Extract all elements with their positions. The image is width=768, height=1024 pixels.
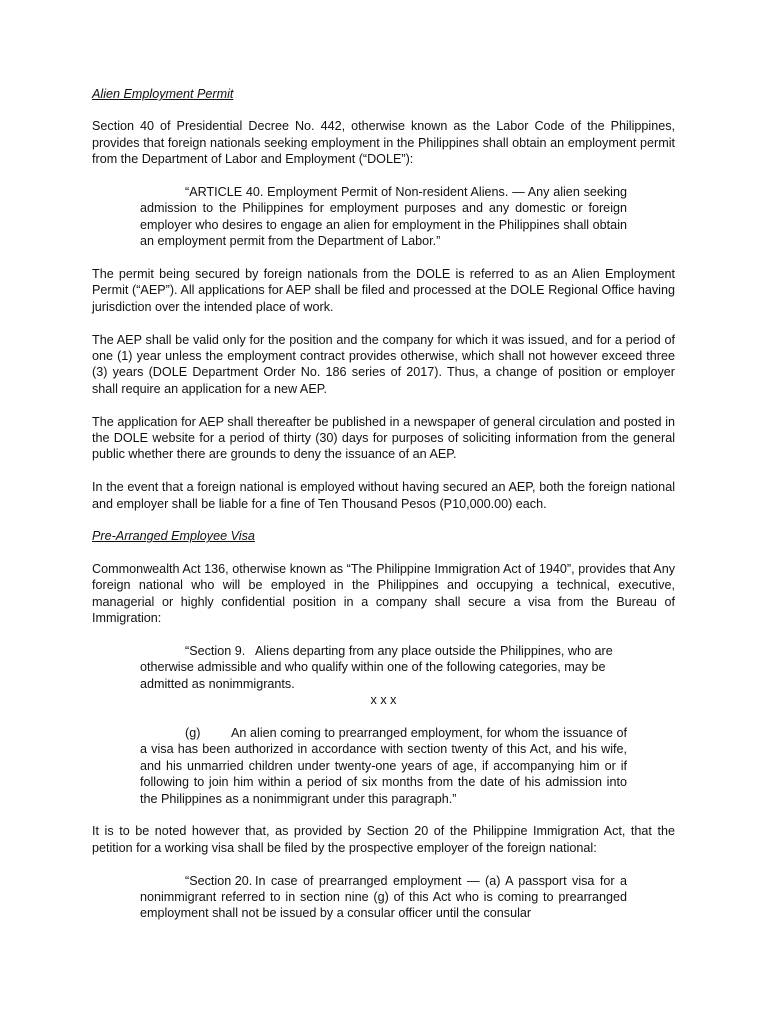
paragraph-aep-fine: In the event that a foreign national is employed without having secured an AEP, both the foreign national and employer shall be liable for a fine of Ten Thousand Pesos (P10,000.00) each. xyxy=(92,480,675,511)
paragraph-labor-code: Section 40 of Presidential Decree No. 442, otherwise known as the Labor Code of the Philippines, provides that foreign nationals seeking employment in the Philippines shall obtain an employment permit from the Department of Labor and Employment (“DOLE”): xyxy=(92,119,675,167)
paragraph-aep-definition: The permit being secured by foreign nationals from the DOLE is referred to as an Alien Employment Permit (“AEP”). All applications for AEP shall be filed and processed at the DOLE Regional Office having jurisdiction over the intended place of work. xyxy=(92,267,675,314)
quote-section-9g xyxy=(140,725,627,807)
paragraph-aep-publication: The application for AEP shall thereafter be published in a newspaper of general circulation and posted in the DOLE website for a period of thirty (30) days for purposes of soliciting information from the general public whether there are grounds to deny the issuance of an AEP. xyxy=(92,414,675,462)
section-heading-visa: Pre-Arranged Employee Visa xyxy=(92,529,255,544)
quote-section-9g-body: An alien coming to prearranged employment, for whom the issuance of a visa has been authorized in accordance with section twenty of this Act, and his wife, and his unmarried children under twenty-one years of age, if accompanying him or if following to join him within a period of six months from the date of his admission into the Philippines as a nonimmigrant under this paragraph.” xyxy=(140,725,627,806)
quote-section-9-body: Aliens departing from any place outside the Philippines, who are otherwise admissible and who qualify within one of the following categories, may be admitted as nonimmigrants. xyxy=(140,643,613,691)
quote-article-40-text: “ARTICLE 40. Employment Permit of Non-resident Aliens. — Any alien seeking admission to the Philippines for employment purposes and any domestic or foreign employer who desires to engage an alien for employment in the Philippines shall obtain an employment permit from the Department of Labor.” xyxy=(140,185,627,249)
quote-section-9g-label: (g) xyxy=(185,725,201,740)
quote-section-9g-text xyxy=(140,725,627,807)
quote-section-9-text xyxy=(140,643,627,692)
quote-article-40 xyxy=(140,184,627,250)
quote-section-20-label: “Section 20. xyxy=(185,873,253,888)
section-heading-aep: Alien Employment Permit xyxy=(92,87,234,101)
quote-section-20-body: In case of prearranged employment — (a) A passport visa for a nonimmigrant referred to in section nine (g) of this Act who is coming to prearranged employment shall not be issued by a consular officer until the consular xyxy=(140,873,627,921)
quote-section-20 xyxy=(140,873,627,922)
paragraph-aep-validity: The AEP shall be valid only for the position and the company for which it was issued, and for a period of one (1) year unless the employment contract provides otherwise, which shall not however exceed three (3) years (DOLE Department Order No. 186 series of 2017). Thus, a change of position or employer shall require an application for a new AEP. xyxy=(92,332,675,396)
paragraph-section-20-note: It is to be noted however that, as provided by Section 20 of the Philippine Immigration Act, that the petition for a working visa shall be filed by the prospective employer of the foreign national: xyxy=(92,824,675,855)
quote-section-20-text xyxy=(140,873,627,922)
paragraph-immigration-act: Commonwealth Act 136, otherwise known as “The Philippine Immigration Act of 1940”, provides that Any foreign national who will be employed in the Philippines and occupying a technical, executive, managerial or highly confidential position in a company shall secure a visa from the Bureau of Immigration: xyxy=(92,561,675,626)
quote-separator: x x x xyxy=(370,693,397,708)
quote-section-9-label: “Section 9. xyxy=(185,643,246,658)
quote-section-9 xyxy=(140,643,627,709)
document-page xyxy=(92,86,675,938)
